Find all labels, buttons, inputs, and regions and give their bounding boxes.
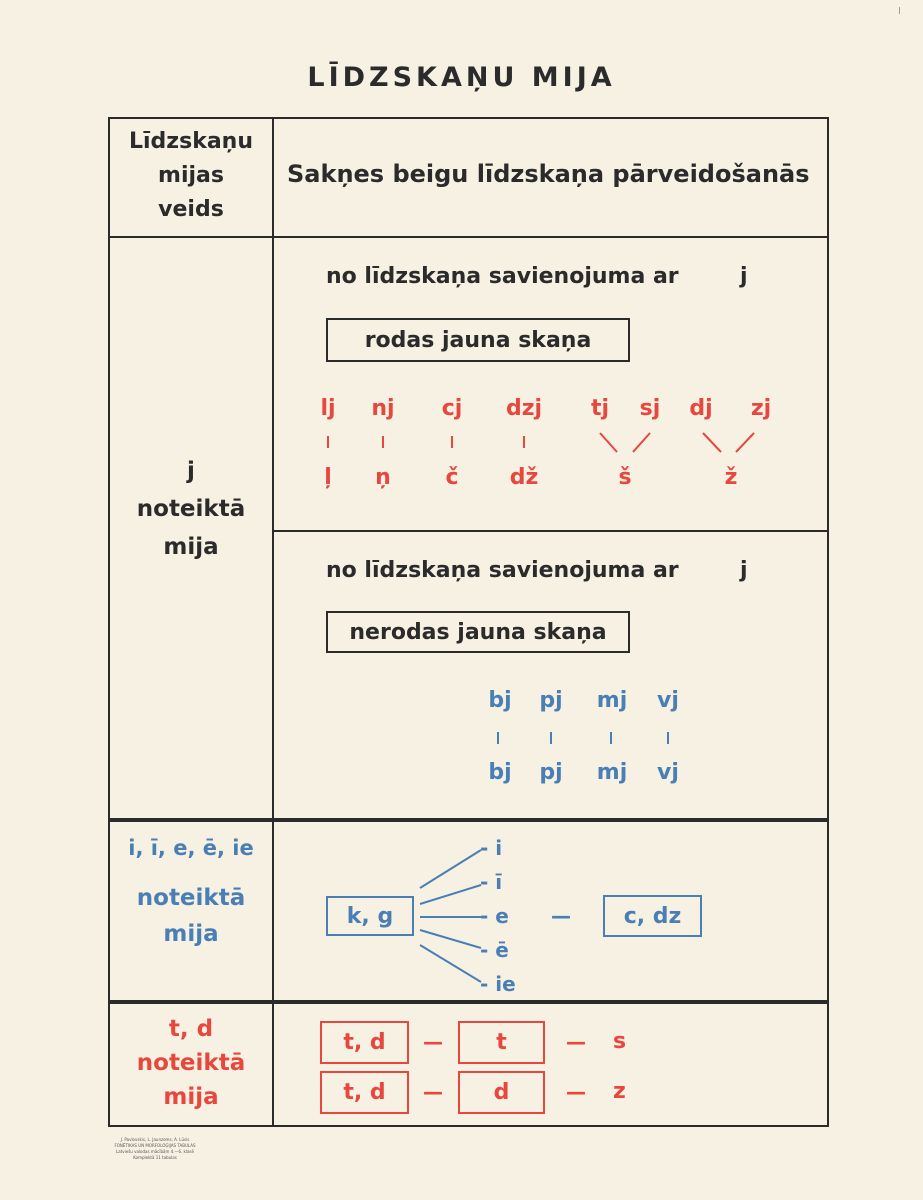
j1-converging-lines xyxy=(590,430,780,460)
j1-bottom-s: š xyxy=(618,465,632,490)
j-label-line2: noteiktā xyxy=(136,496,246,522)
i-label-line1: noteiktā xyxy=(136,885,246,911)
j2-top-bj: bj xyxy=(488,688,512,713)
footer-line4: Komplektā 11 tabulas xyxy=(133,1155,177,1160)
j-part2-heading-letter: j xyxy=(740,558,748,583)
j1-bottom-c: č xyxy=(445,465,459,490)
header-col2: Sakņes beigu līdzskaņa pārveidošanās xyxy=(287,160,810,188)
j1-top-nj: nj xyxy=(371,396,395,421)
i-vowel-i: - i xyxy=(480,836,503,860)
header-col1-line3: veids xyxy=(158,197,224,222)
j2-tick-v xyxy=(667,732,669,744)
header-col1 xyxy=(110,125,272,227)
j2-bottom-vj: vj xyxy=(657,760,679,785)
footer-line2: FONĒTIKAS UN MORFOLOĢIJAS TABULAS xyxy=(114,1143,196,1148)
table-left-border xyxy=(108,117,110,1127)
j-part1-heading: no līdzskaņa savienojuma ar xyxy=(326,264,679,289)
j1-top-dzj: dzj xyxy=(505,396,543,421)
j2-bottom-mj: mj xyxy=(596,760,628,785)
td-row2-dash1: — xyxy=(423,1080,443,1104)
j2-bottom-bj: bj xyxy=(488,760,512,785)
j-section-label xyxy=(110,452,272,566)
j1-bottom-l: ļ xyxy=(324,465,332,490)
i-section-top-border xyxy=(108,818,829,822)
j-part1-box: rodas jauna skaņa xyxy=(326,318,630,362)
i-dash: — xyxy=(551,904,571,928)
td-row1-box2: t xyxy=(458,1021,545,1064)
i-fan-lines xyxy=(415,840,485,990)
i-section-label-top: i, ī, e, ē, ie xyxy=(128,836,254,860)
table-bottom-border xyxy=(108,1125,829,1127)
j2-top-pj: pj xyxy=(539,688,563,713)
i-label-line2: mija xyxy=(163,921,219,947)
td-row2-result: z xyxy=(613,1079,626,1104)
j1-top-sj: sj xyxy=(639,396,661,421)
i-vowel-ii: - ī xyxy=(480,870,503,894)
j2-tick-m xyxy=(610,732,612,744)
i-box-kg: k, g xyxy=(326,896,414,936)
j1-tick-c xyxy=(451,436,453,448)
footer-line3: Latviešu valodas mācībām 4.—6. klasē xyxy=(116,1149,194,1154)
j-section-divider xyxy=(273,530,829,532)
j1-bottom-z: ž xyxy=(724,465,738,490)
footer-line1: J. Pavlovskis, L. Jaunzems, A. Lūsis xyxy=(120,1137,190,1142)
td-row2-dash2: — xyxy=(566,1080,586,1104)
header-divider xyxy=(108,236,829,238)
td-row1-dash1: — xyxy=(423,1030,443,1054)
j-part2-heading: no līdzskaņa savienojuma ar xyxy=(326,558,679,583)
j1-top-zj: zj xyxy=(750,396,772,421)
j1-bottom-n: ņ xyxy=(375,465,391,490)
j2-bottom-pj: pj xyxy=(539,760,563,785)
j1-bottom-dz: dž xyxy=(509,465,539,490)
j-part2-box: nerodas jauna skaņa xyxy=(326,611,630,653)
table-top-border xyxy=(108,117,829,119)
j1-top-cj: cj xyxy=(441,396,463,421)
i-section-label xyxy=(110,880,272,952)
j2-tick-b xyxy=(497,732,499,744)
table-right-border xyxy=(827,117,829,1127)
j1-tick-n xyxy=(382,436,384,448)
td-label-line1: t, d xyxy=(168,1016,214,1042)
td-row1-result: s xyxy=(613,1029,627,1054)
j2-top-vj: vj xyxy=(657,688,679,713)
td-label-line2: noteiktā xyxy=(136,1050,246,1076)
j-label-line3: mija xyxy=(163,534,219,560)
corner-mark: I xyxy=(898,6,901,17)
i-vowel-ie: - ie xyxy=(480,972,516,996)
page-title: LĪDZSKAŅU MIJA xyxy=(307,62,616,93)
j2-tick-p xyxy=(550,732,552,744)
j2-top-mj: mj xyxy=(596,688,628,713)
i-vowel-ee: - ē xyxy=(480,938,509,962)
header-col1-line2: mijas xyxy=(158,163,224,188)
header-col1-line1: Līdzskaņu xyxy=(128,129,253,154)
td-label-line3: mija xyxy=(163,1084,219,1110)
td-row1-dash2: — xyxy=(566,1030,586,1054)
td-row1-box1: t, d xyxy=(320,1021,409,1064)
j1-tick-dz xyxy=(523,436,525,448)
td-section-label xyxy=(110,1012,272,1114)
td-row2-box2: d xyxy=(458,1071,545,1114)
td-section-top-border xyxy=(108,1000,829,1004)
td-row2-box1: t, d xyxy=(320,1071,409,1114)
j1-top-dj: dj xyxy=(689,396,713,421)
j-part1-heading-letter: j xyxy=(740,264,748,289)
j1-top-lj: lj xyxy=(320,396,336,421)
footer-credits xyxy=(110,1137,200,1161)
i-box-cdz: c, dz xyxy=(603,895,702,937)
i-vowel-e: - e xyxy=(480,904,509,928)
column-divider xyxy=(272,117,274,1127)
j-label-letter: j xyxy=(187,458,195,484)
j1-tick-l xyxy=(327,436,329,448)
j1-top-tj: tj xyxy=(590,396,610,421)
